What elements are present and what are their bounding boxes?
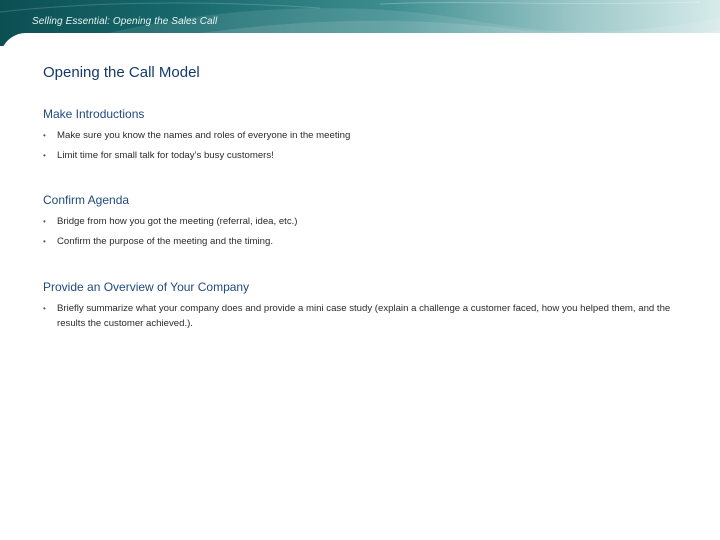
- section-heading-make-introductions: Make Introductions: [43, 107, 145, 121]
- bullet-dot: •: [43, 304, 46, 313]
- bullet-text: Limit time for small talk for today’s busy customers!: [57, 150, 274, 161]
- bullet-text: Make sure you know the names and roles of everyone in the meeting: [57, 130, 351, 141]
- bullet-dot: •: [43, 237, 46, 246]
- bullet-item: [43, 234, 673, 249]
- bullet-text: Briefly summarize what your company does and provide a mini case study (explain a challenge a customer faced, how you helped them, and the results the customer achieved.).: [57, 303, 671, 329]
- bullet-dot: •: [43, 151, 46, 160]
- header-title: Selling Essential: Opening the Sales Call: [32, 16, 218, 27]
- bullet-item: [43, 301, 673, 331]
- section-heading-company-overview: Provide an Overview of Your Company: [43, 280, 250, 294]
- bullet-item: [43, 128, 673, 143]
- bullet-text: Confirm the purpose of the meeting and the timing.: [57, 236, 273, 247]
- bullet-text: Bridge from how you got the meeting (referral, idea, etc.): [57, 216, 298, 227]
- bullet-item: [43, 148, 673, 163]
- bullet-item: [43, 214, 673, 229]
- bullet-dot: •: [43, 131, 46, 140]
- page-title: Opening the Call Model: [43, 64, 200, 81]
- bullet-dot: •: [43, 217, 46, 226]
- section-heading-confirm-agenda: Confirm Agenda: [43, 193, 130, 207]
